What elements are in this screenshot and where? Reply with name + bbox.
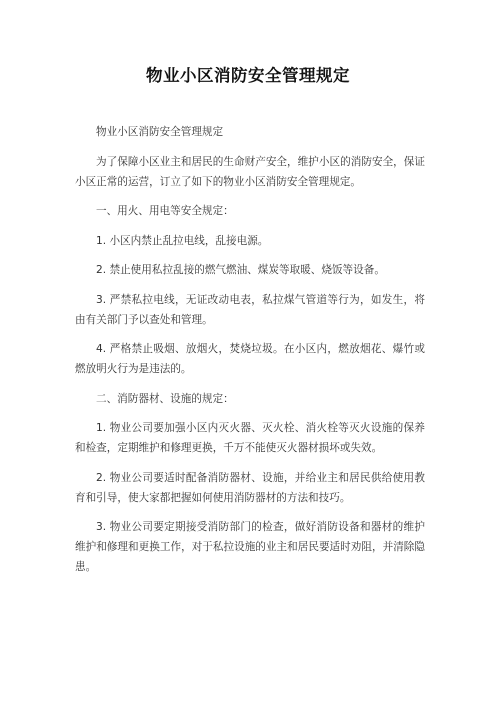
rule-item: 2. 物业公司要适时配备消防器材、设施，并给业主和居民供给使用教育和引导，使大家都把握如何使用消防器材的方法和技巧。 [75, 471, 425, 504]
document-title: 物业小区消防安全管理规定 [146, 66, 350, 85]
document-body [75, 122, 425, 577]
rule-item: 2. 禁止使用私拉乱接的燃气燃油、煤炭等取暖、烧饭等设备。 [96, 264, 385, 276]
rule-item: 4. 严格禁止吸烟、放烟火，焚烧垃圾。在小区内，燃放烟花、爆竹或燃放明火行为是违法的。 [75, 343, 425, 375]
intro-paragraph: 为了保障小区业主和居民的生命财产安全，维护小区的消防安全，保证小区正常的运营，订立了如下的物业小区消防安全管理规定。 [75, 155, 425, 188]
rule-item: 3. 严禁私拉电线，无证改动电表，私拉煤气管道等行为，如发生，将由有关部门予以查处和管理。 [75, 293, 425, 326]
rule-item: 1. 小区内禁止乱拉电线，乱接电源。 [96, 234, 269, 247]
section-heading-fire-electricity: 一、用火、用电等安全规定： [96, 205, 234, 217]
rule-item: 3. 物业公司要定期接受消防部门的检查，做好消防设备和器材的维护维护和修理和更换工作，对于私拉设施的业主和居民要适时劝阻，并清除隐患。 [75, 521, 425, 573]
section-heading-equipment: 二、消防器材、设施的规定： [96, 392, 234, 405]
subtitle-paragraph: 物业小区消防安全管理规定 [96, 126, 224, 138]
rule-item: 1. 物业公司要加强小区内灭火器、灭火栓、消火栓等灭火设施的保养和检查，定期维护和修理更换，千万不能使灭火器材损坏或失效。 [75, 422, 425, 454]
